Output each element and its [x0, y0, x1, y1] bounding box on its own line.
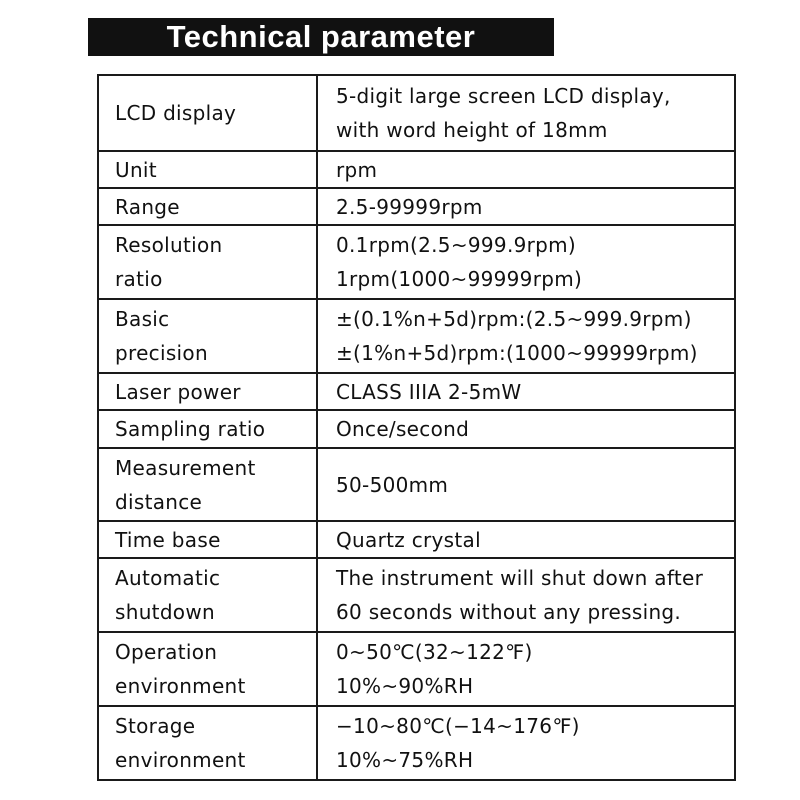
row-label: Operation environment — [98, 632, 317, 706]
row-value: Once/second — [317, 410, 735, 448]
row-value: CLASS IIIA 2-5mW — [317, 373, 735, 410]
row-label: Range — [98, 188, 317, 225]
table-row — [98, 151, 735, 188]
row-label: Resolution ratio — [98, 225, 317, 299]
row-value: rpm — [317, 151, 735, 188]
title-banner — [88, 18, 554, 56]
row-label: Automatic shutdown — [98, 558, 317, 632]
row-value: ±(0.1%n+5d)rpm:(2.5~999.9rpm) ±(1%n+5d)rpm:(1000~99999rpm) — [317, 299, 735, 373]
table-row — [98, 188, 735, 225]
page-title: Technical parameter — [166, 19, 476, 54]
row-label: Sampling ratio — [98, 410, 317, 448]
table-row — [98, 299, 735, 373]
table-row — [98, 632, 735, 706]
row-value: 0~50℃(32~122℉) 10%~90%RH — [317, 632, 735, 706]
row-value: 2.5-99999rpm — [317, 188, 735, 225]
row-label: Time base — [98, 521, 317, 558]
row-value: 50-500mm — [317, 448, 735, 521]
row-label: LCD display — [98, 75, 317, 151]
row-label: Laser power — [98, 373, 317, 410]
spec-table — [97, 74, 736, 781]
row-value: 5-digit large screen LCD display, with word height of 18mm — [317, 75, 735, 151]
row-label: Storage environment — [98, 706, 317, 780]
row-value: −10~80℃(−14~176℉) 10%~75%RH — [317, 706, 735, 780]
table-row — [98, 225, 735, 299]
table-row — [98, 706, 735, 780]
row-value: Quartz crystal — [317, 521, 735, 558]
row-label: Basic precision — [98, 299, 317, 373]
row-value: 0.1rpm(2.5~999.9rpm) 1rpm(1000~99999rpm) — [317, 225, 735, 299]
table-row — [98, 373, 735, 410]
table-row — [98, 558, 735, 632]
row-value: The instrument will shut down after 60 seconds without any pressing. — [317, 558, 735, 632]
table-row — [98, 410, 735, 448]
row-label: Unit — [98, 151, 317, 188]
table-row — [98, 448, 735, 521]
table-row — [98, 75, 735, 151]
row-label: Measurement distance — [98, 448, 317, 521]
table-row — [98, 521, 735, 558]
